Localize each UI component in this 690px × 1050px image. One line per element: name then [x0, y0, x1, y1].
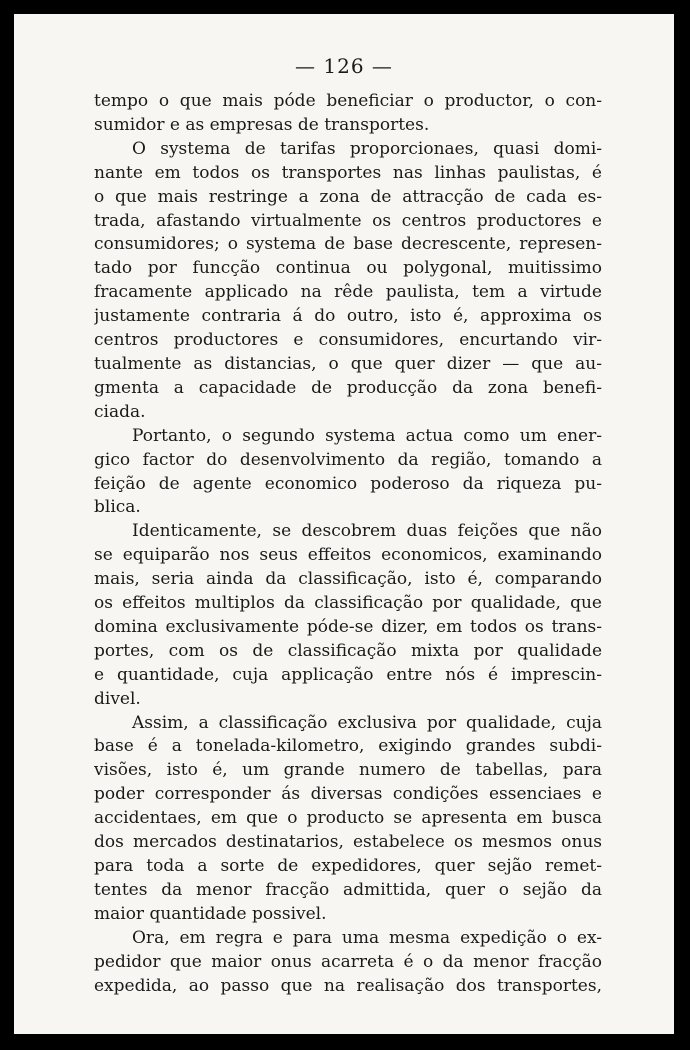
text-line: ciada. [94, 401, 146, 422]
body-text [94, 90, 602, 998]
paragraph [94, 90, 602, 138]
text-line: domina exclusivamente póde-se dizer, em todos os trans- [94, 616, 602, 637]
book-page [14, 14, 674, 1034]
text-line: divel. [94, 688, 141, 709]
text-line: visões, isto é, um grande numero de tabellas, para [94, 760, 602, 781]
text-line: portes, com os de classificação mixta por qualidade [94, 640, 602, 661]
text-line: para toda a sorte de expedidores, quer sejão remet- [94, 856, 602, 876]
text-line: Assim, a classificação exclusiva por qualidade, cuja [132, 712, 602, 733]
text-line: os effeitos multiplos da classificação por qualidade, que [94, 593, 602, 614]
text-line: gmenta a capacidade de producção da zona benefi- [94, 377, 602, 398]
paragraph [94, 520, 602, 711]
paragraph [94, 425, 602, 521]
text-line: expedida, ao passo que na realisação dos transportes, [94, 975, 602, 996]
text-line: tempo o que mais póde beneficiar o productor, o con- [94, 91, 602, 111]
text-line: centros productores e consumidores, encurtando vir- [94, 330, 602, 351]
text-line: feição de agente economico poderoso da riqueza pu- [94, 473, 602, 494]
paragraph [94, 138, 602, 425]
text-line: sumidor e as empresas de transportes. [94, 114, 430, 135]
text-line: O systema de tarifas proporcionaes, quasi domi- [132, 138, 602, 159]
text-line: base é a tonelada-kilometro, exigindo grandes subdi- [94, 736, 602, 757]
text-line: justamente contraria á do outro, isto é, approxima os [94, 306, 602, 327]
text-line: accidentaes, em que o producto se apresenta em busca [94, 808, 602, 829]
text-line: gico factor do desenvolvimento da região, tomando a [94, 449, 602, 470]
text-line: pedidor que maior onus acarreta é o da menor fracção [94, 951, 602, 972]
text-line: tentes da menor fracção admittida, quer o sejão da [94, 879, 602, 900]
text-line: mais, seria ainda da classificação, isto é, comparando [94, 569, 602, 590]
text-line: consumidores; o systema de base decrescente, represen- [94, 234, 602, 255]
text-line: tado por funcção continua ou polygonal, muitissimo [94, 258, 602, 279]
paragraph [94, 712, 602, 927]
text-line: Identicamente, se descobrem duas feições que não [132, 521, 602, 542]
text-line: e quantidade, cuja applicação entre nós é imprescin- [94, 664, 602, 685]
text-line: dos mercados destinatarios, estabelece os mesmos onus [94, 832, 602, 853]
text-line: maior quantidade possivel. [94, 903, 327, 924]
text-line: poder corresponder ás diversas condições essenciaes e [94, 784, 602, 805]
text-line: tualmente as distancias, o que quer dizer — que au- [94, 353, 602, 374]
text-line: blica. [94, 497, 141, 518]
text-line: Ora, em regra e para uma mesma expedição o ex- [132, 927, 602, 948]
text-line: trada, afastando virtualmente os centros productores e [94, 210, 602, 231]
text-line: o que mais restringe a zona de attracção de cada es- [94, 186, 602, 207]
page-number: — 126 — [295, 54, 393, 78]
text-line: se equiparão nos seus effeitos economicos, examinando [94, 545, 602, 566]
text-line: fracamente applicado na rêde paulista, tem a virtude [94, 282, 602, 303]
text-line: nante em todos os transportes nas linhas paulistas, é [94, 162, 602, 183]
text-line: Portanto, o segundo systema actua como um ener- [132, 425, 602, 446]
paragraph [94, 927, 602, 999]
